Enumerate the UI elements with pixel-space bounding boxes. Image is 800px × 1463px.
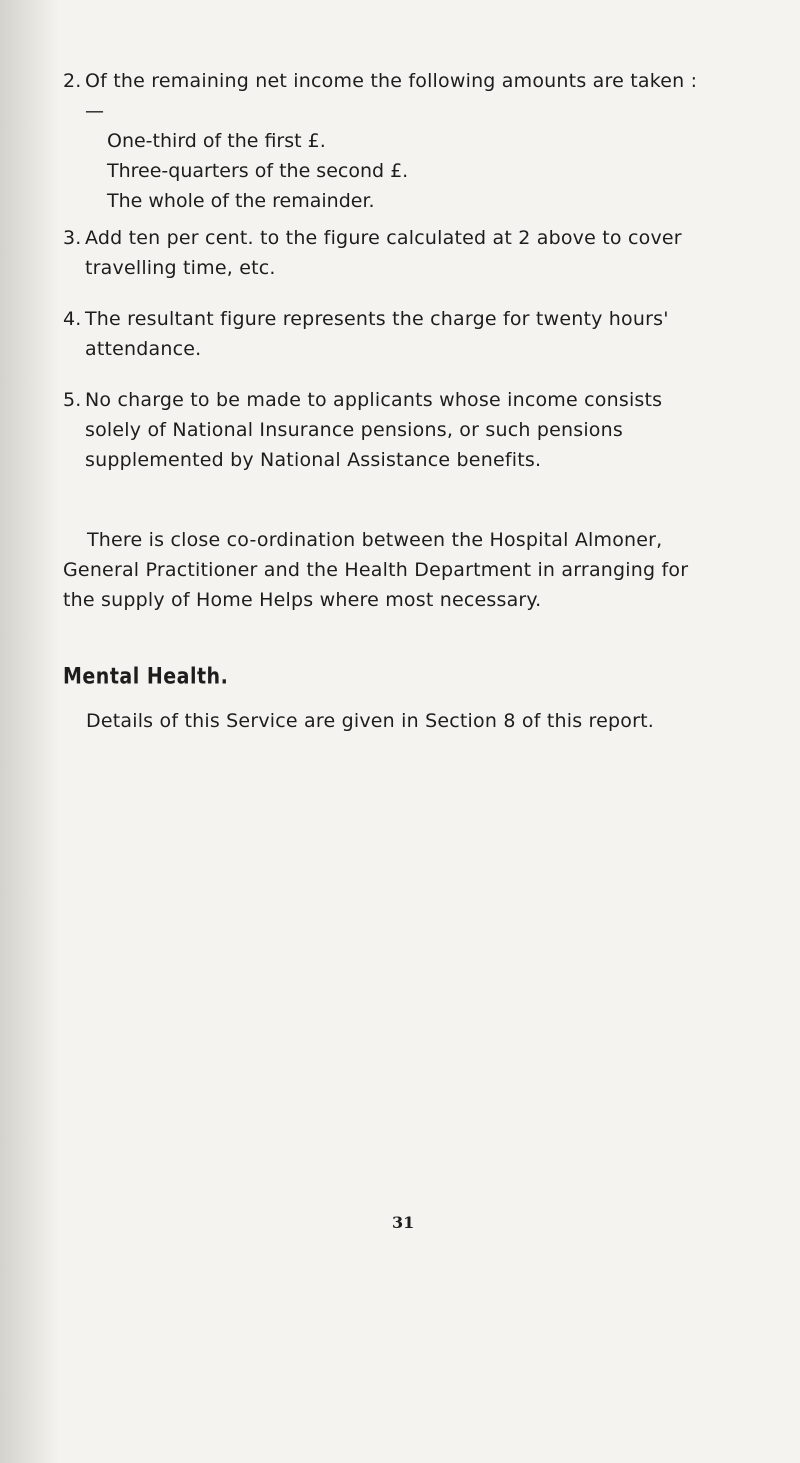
item-number: 2. bbox=[63, 70, 82, 92]
item-text: Of the remaining net income the following amounts are taken :— bbox=[85, 70, 698, 122]
section-heading: Mental Health. bbox=[63, 664, 229, 690]
details-paragraph: Details of this Service are given in Section 8 of this report. bbox=[86, 710, 655, 732]
item-text: No charge to be made to applicants whose income consists solely of National Insurance pensions, or such pensions supplemented by National Assistance benefits. bbox=[85, 389, 663, 471]
item-text: The resultant figure represents the charge for twenty hours' attendance. bbox=[85, 308, 669, 360]
page-number: 31 bbox=[392, 1213, 415, 1232]
item-number: 3. bbox=[63, 227, 82, 249]
list-item-4 bbox=[63, 304, 713, 364]
sub-line-one-third: One-third of the first £. bbox=[107, 130, 326, 152]
item-number: 4. bbox=[63, 308, 82, 330]
list-item-5 bbox=[63, 385, 713, 475]
list-item-3 bbox=[63, 223, 713, 283]
list-item-2 bbox=[63, 66, 713, 126]
item-number: 5. bbox=[63, 389, 82, 411]
sub-line-three-quarters: Three-quarters of the second £. bbox=[107, 160, 409, 182]
page-edge-shadow bbox=[0, 0, 60, 1463]
coordination-paragraph: There is close co-ordination between the Hospital Almoner, General Practitioner and the Health Department in arranging for the supply of Home Helps where most necessary. bbox=[63, 529, 689, 611]
sub-line-remainder: The whole of the remainder. bbox=[107, 190, 375, 212]
item-text: Add ten per cent. to the figure calculated at 2 above to cover travelling time, etc. bbox=[85, 227, 682, 279]
